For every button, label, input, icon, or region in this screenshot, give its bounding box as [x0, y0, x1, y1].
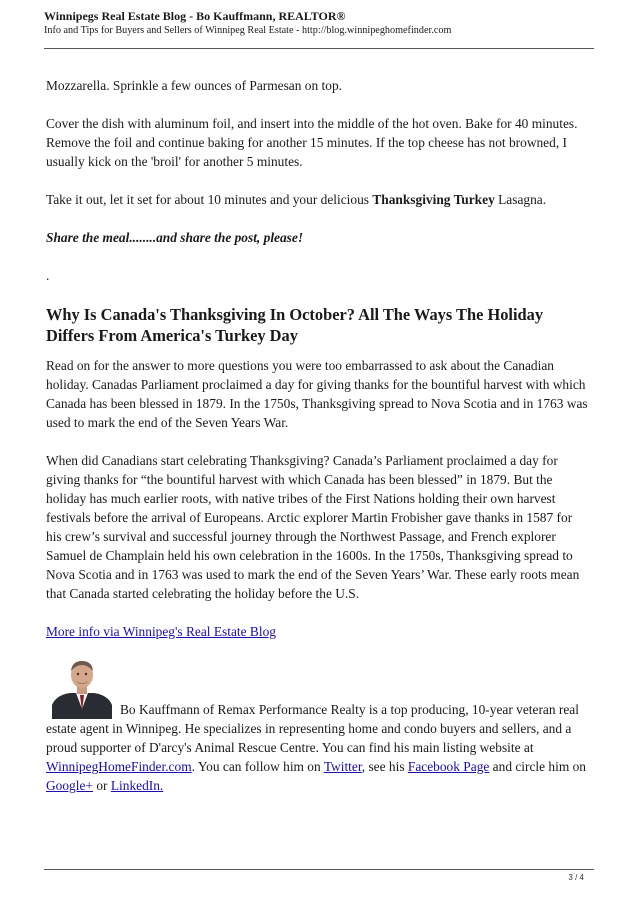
page-number: 3 / 4 [568, 873, 584, 882]
separator-dot: . [46, 268, 50, 283]
footer-divider [44, 869, 594, 870]
author-bio [46, 653, 590, 795]
website-link[interactable]: WinnipegHomeFinder.com [46, 759, 192, 774]
header-title: Winnipegs Real Estate Blog - Bo Kauffmann, REALTOR® [44, 9, 346, 23]
paragraph-intro: Read on for the answer to more questions you were too embarrassed to ask about the Canadian holiday. Canadas Parliament proclaimed a day for giving thanks for the bountiful harvest with which Canada has been blessed in 1879. In the 1750s, Thanksgiving spread to Nova Scotia and in 1763 was used to mark the end of the Seven Years War. [46, 358, 588, 430]
page-header [44, 8, 594, 38]
serve-text-before: Take it out, let it set for about 10 minutes and your delicious [46, 192, 373, 207]
bio-connector-text: and circle him on [489, 759, 587, 774]
bio-connector-text: . You can follow him on [191, 759, 324, 774]
google-plus-link[interactable]: Google+ [46, 778, 93, 793]
author-bio-text: Bo Kauffmann of Remax Performance Realty is a top producing, 10-year veteran real estate agent in Winnipeg. He specializes in representing home and condo buyers and sellers, and a proud supporter of D'arcy's Animal Rescue Centre. You can find his main listing website at [46, 702, 579, 755]
paragraph-bake: Cover the dish with aluminum foil, and insert into the middle of the hot oven. Bake for 40 minutes. Remove the foil and continue baking for another 15 minutes. If the top cheese has not browned, I usually kick on the 'broil' for another 5 minutes. [46, 116, 578, 169]
more-info-link[interactable]: More info via Winnipeg's Real Estate Blog [46, 624, 276, 639]
share-callout: Share the meal........and share the post, please! [46, 230, 304, 245]
header-divider [44, 48, 594, 49]
twitter-link[interactable]: Twitter [323, 759, 362, 774]
bio-connector-text: or [92, 778, 111, 793]
bio-connector-text: , see his [361, 759, 408, 774]
header-subtitle: Info and Tips for Buyers and Sellers of Winnipeg Real Estate - http://blog.winnipeghomefinder.com [44, 25, 452, 36]
serve-bold-text: Thanksgiving Turkey [372, 192, 495, 207]
paragraph-serve [46, 190, 590, 209]
paragraph-history: When did Canadians start celebrating Thanksgiving? Canada’s Parliament proclaimed a day for giving thanks for “the bountiful harvest with which Canada has been blessed” in 1879. But the holiday has much earlier roots, with native tribes of the First Nations holding their own harvest festivals before the arrival of Europeans. Arctic explorer Martin Frobisher gave thanks in 1587 for his crew’s survival and successful journey through the Northwest Passage, and French explorer Samuel de Champlain held his own celebration in the 1600s. In the 1750s, Thanksgiving spread to Nova Scotia and in 1763 was used to mark the end of the Seven Years’ War. These early roots mean that Canada started celebrating the holiday before the U.S. [46, 453, 580, 601]
author-photo [46, 653, 118, 719]
document-body [46, 76, 590, 795]
paragraph-mozzarella: Mozzarella. Sprinkle a few ounces of Parmesan on top. [46, 78, 342, 93]
article-heading: Why Is Canada's Thanksgiving In October? All The Ways The Holiday Differs From America's Turkey Day [46, 305, 544, 345]
serve-text-after: Lasagna. [494, 192, 547, 207]
more-info-line [46, 622, 590, 641]
linkedin-link[interactable]: LinkedIn. [110, 778, 164, 793]
facebook-link[interactable]: Facebook Page [407, 759, 490, 774]
